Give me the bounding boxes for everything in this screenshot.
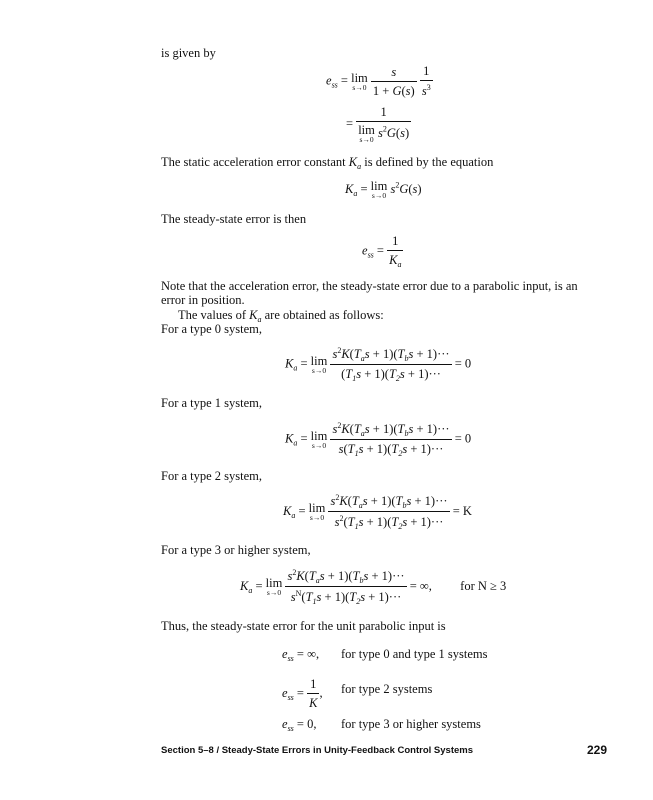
section-footer: Section 5–8 / Steady-State Errors in Unity-Feedback Control Systems xyxy=(161,745,474,756)
type3-equation: $K_a = \lim$ s→0 $\frac{s^2K(T_as + 1)(T_bs + 1)\cdot\cdot\cdot}{s^N(T_1s + 1)(T_2s + 1)\cdot\cdot\cdot}$ = ∞, for N ≥ 3 xyxy=(240,568,507,607)
summary-desc-1: for type 0 and type 1 systems xyxy=(341,647,488,661)
type1-equation: $K_a = \lim$ s→0 $\frac{s^2K(T_as + 1)(T_bs + 1)\cdot\cdot\cdot}{s(T_1s + 1)(T_2s + 1)\cdot\cdot\cdot}$ = 0 xyxy=(285,421,472,459)
type2-text: For a type 2 system, xyxy=(161,469,263,483)
ess-limit-equation: $e_{ss} = \lim$ s→0 $\frac{s}{1 + G(s)}$ $\frac{1}{s^3}$ xyxy=(326,64,431,99)
note-line-2: error in position. xyxy=(161,293,245,307)
summary-row-1: $e_{ss}$ = ∞, xyxy=(282,647,320,663)
type2-equation: $K_a = \lim$ s→0 $\frac{s^2K(T_as + 1)(T_bs + 1)\cdot\cdot\cdot}{s^2(T_1s + 1)(T_2s + 1)\cdot\cdot\cdot}$ = K xyxy=(283,493,472,532)
values-text: The values of $K_a$ are obtained as follows: xyxy=(178,308,384,324)
ka-definition-equation: $K_a = \lim$ s→0 $s^2G(s)$ xyxy=(345,179,422,200)
type1-text: For a type 1 system, xyxy=(161,396,263,410)
ess-second-form-equation: = 1 lim s→0 $s^2G(s)$ xyxy=(346,105,410,144)
note-line-1: Note that the acceleration error, the steady-state error due to a parabolic input, is an xyxy=(161,279,578,293)
page-number: 229 xyxy=(587,743,608,757)
type0-text: For a type 0 system, xyxy=(161,322,263,336)
type0-equation: $K_a = \lim$ s→0 $\frac{s^2K(T_as + 1)(T_bs + 1)\cdot\cdot\cdot}{(T_1s + 1)(T_2s + 1)\cdot\cdot\cdot}$ = 0 xyxy=(285,346,472,384)
static-accel-text: The static acceleration error constant $K_a$ is defined by the equation xyxy=(161,155,494,171)
summary-row-3: $e_{ss} = 0$, xyxy=(282,717,317,733)
given-by-text: is given by xyxy=(161,46,216,60)
summary-row-2: $e_{ss}$ = $\frac{1}{K}$ , xyxy=(282,677,323,710)
ess-ka-equation: $e_{ss}$ = $\frac{1}{K_a}$ xyxy=(362,234,402,269)
steady-then-text: The steady-state error is then xyxy=(161,212,307,226)
summary-desc-3: for type 3 or higher systems xyxy=(341,717,481,731)
type3-text: For a type 3 or higher system, xyxy=(161,543,311,557)
summary-desc-2: for type 2 systems xyxy=(341,682,433,696)
thus-text: Thus, the steady-state error for the unit parabolic input is xyxy=(161,619,446,633)
